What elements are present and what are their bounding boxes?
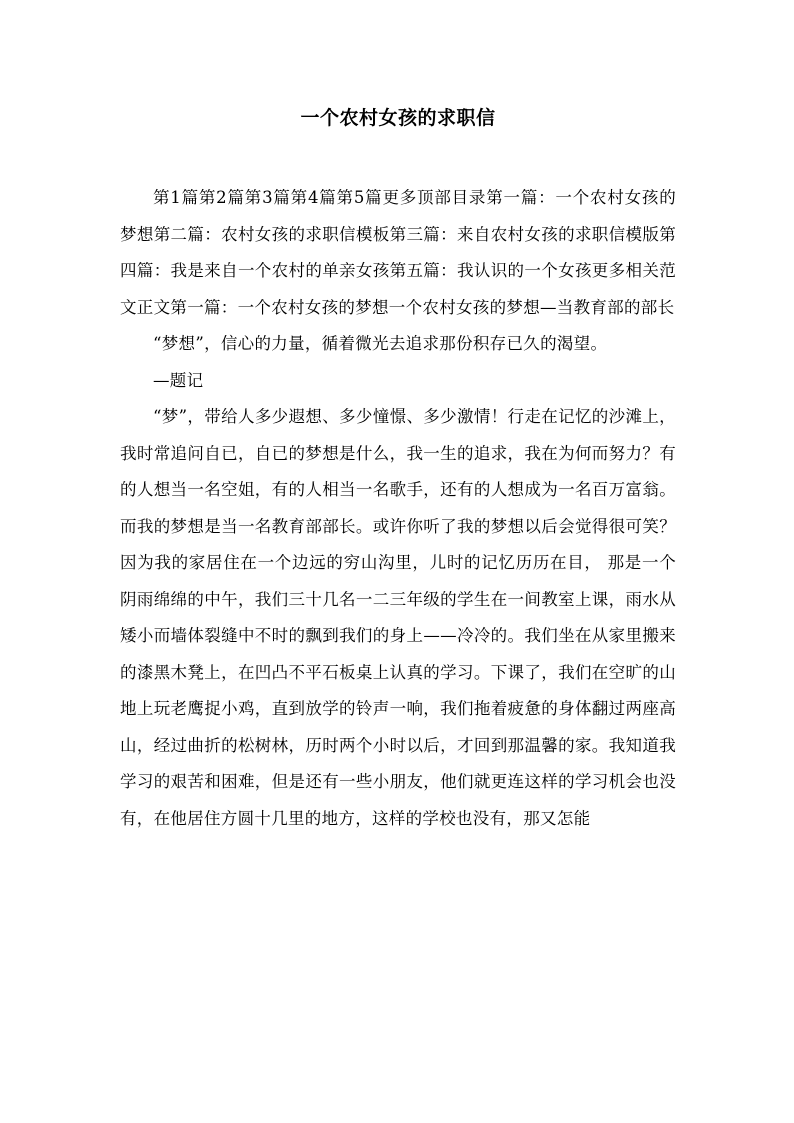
paragraph-contents: 第1篇第2篇第3篇第4篇第5篇更多顶部目录第一篇：一个农村女孩的梦想第二篇：农村女孩的求职信模板第三篇：来自农村女孩的求职信模版第四篇：我是来自一个农村的单亲女孩第五篇：我认识的一个女孩更多相关范文正文第一篇：一个农村女孩的梦想一个农村女孩的梦想—当教育部的部长	[120, 188, 676, 317]
paragraph-epigraph: —题记	[153, 370, 204, 390]
document-page	[120, 98, 676, 837]
paragraph-motto: “梦想”，信心的力量，循着微光去追求那份积存已久的渴望。	[153, 334, 608, 353]
document-title: 一个农村女孩的求职信	[300, 107, 496, 129]
paragraph-body: “梦”，带给人多少遐想、多少憧憬、多少激情！行走在记忆的沙滩上，我时常追问自已，自已的梦想是什么，我一生的追求，我在为何而努力？有的人想当一名空姐，有的人相当一名歌手，还有的人想成为一名百万富翁。而我的梦想是当一名教育部部长。或许你听了我的梦想以后会觉得很可笑？因为我的家居住在一个边远的穷山沟里，儿时的记忆历历在目， 那是一个阴雨绵绵的中午，我们三十几名一二三年级的学生在一间教室上课，雨水从矮小而墙体裂缝中不时的飘到我们的身上——冷冷的。我们坐在从家里搬来的漆黑木凳上，在凹凸不平石板桌上认真的学习。下课了，我们在空旷的山地上玩老鹰捉小鸡，直到放学的铃声一响，我们拖着疲惫的身体翻过两座高山，经过曲折的松树林，历时两个小时以后，才回到那温馨的家。我知道我学习的艰苦和困难，但是还有一些小朋友，他们就更连这样的学习机会也没有，在他居住方圆十几里的地方，这样的学校也没有，那又怎能	[120, 407, 676, 828]
